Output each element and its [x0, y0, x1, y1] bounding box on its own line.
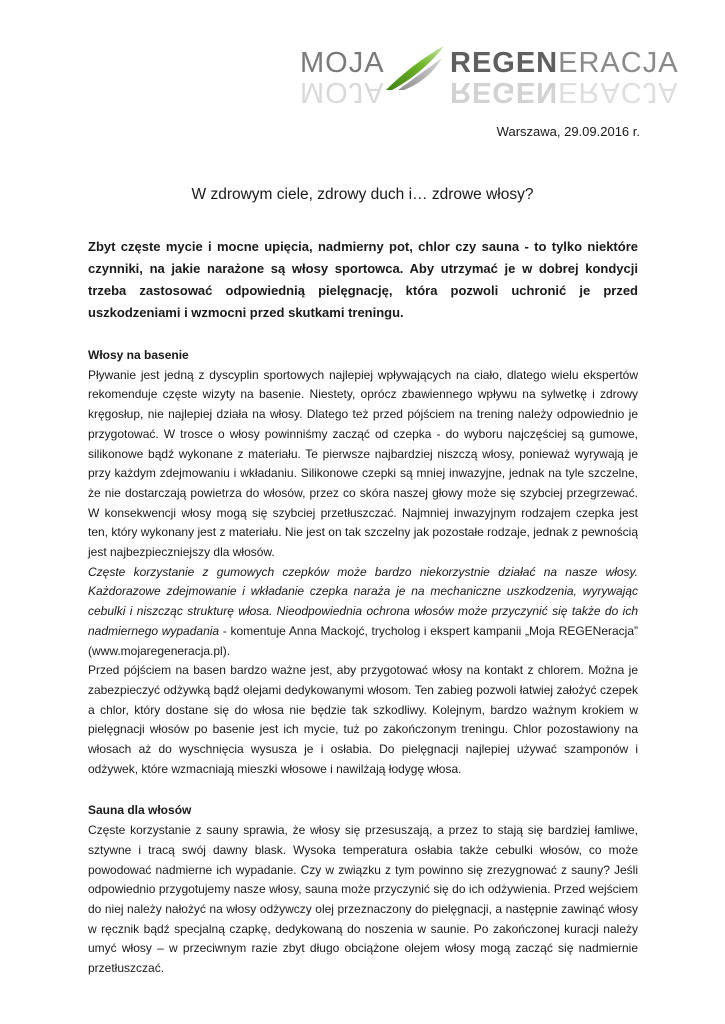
- logo-reflection: [300, 76, 679, 111]
- section-spacer: [88, 779, 638, 801]
- expert-quote: Częste korzystanie z gumowych czepków może bardzo niekorzystnie działać na nasze włosy. Każdorazowe zdejmowanie i wkładanie czepka naraża je na mechaniczne uszkodzenia, wyrywając cebulki i niszcząc strukturę włosa. Nieodpowiednia ochrona włosów może przyczynić się także do ich nadmiernego wypadania: [88, 564, 638, 638]
- section-heading-basen: Włosy na basenie: [88, 348, 189, 362]
- logo-word-eracja: ERACJA: [558, 47, 679, 79]
- logo-reflection-regeneracja: [450, 77, 679, 107]
- paragraph-basen-2: Przed pójściem na basen bardzo ważne jest, aby przygotować włosy na kontakt z chlorem. Można je zabezpieczyć odżywką bądź olejami dedykowanymi włosom. Ten zabieg pozwoli łatwiej założyć czepek a chlor, który dostane się do włosa nie będzie tak szkodliwy. Kolejnym, bardzo ważnym krokiem w pielęgnacji włosów po basenie jest ich mycie, tuż po zakończonym treningu. Chlor pozostawiony na włosach aż do wyschnięcia wysusza je i osłabia. Do pielęgnacji najlepiej używać szamponów i odżywek, które wzmacniają mieszki włosowe i nawilżają łodygę włosa.: [88, 663, 638, 776]
- logo-main: [300, 44, 679, 79]
- logo-word-regeneracja: [450, 48, 679, 78]
- paragraph-basen-1: Pływanie jest jedną z dyscyplin sportowych najlepiej wpływających na ciało, dlatego wielu ekspertów rekomenduje częste wizyty na basenie. Niestety, oprócz zbawiennego wpływu na sylwetkę i zdrowy kręgosłup, nie najlepiej działa na włosy. Dlatego też przed pójściem na trening należy odpowiednio je przygotować. W trosce o włosy powinniśmy zacząć od czepka - do wyboru najczęściej są gumowe, silikonowe bądź wykonane z materiału. Te pierwsze najbardziej niszczą włosy, ponieważ wyrywają je przy każdym zdejmowaniu i wkładaniu. Silikonowe czepki są mniej inwazyjne, jednak na tyle szczelne, że nie dostarczają powietrza do włosów, przez co skóra naszej głowy może się szybciej przegrzewać. W konsekwencji włosy mogą się szybciej przetłuszczać. Najmniej inwazyjnym rodzajem czepka jest ten, który wykonany jest z materiału. Nie jest on tak szczelny jak pozostałe rodzaje, jednak z pewnością jest najbezpieczniejszy dla włosów.: [88, 367, 638, 560]
- logo-reflection-eracja: ERACJA: [558, 76, 679, 108]
- document-title: W zdrowym ciele, zdrowy duch i… zdrowe włosy?: [191, 186, 534, 203]
- logo-reflection-regen: REGEN: [450, 76, 559, 108]
- logo-word-moja: MOJA: [300, 47, 385, 79]
- lead-paragraph: Zbyt częste mycie i mocne upięcia, nadmierny pot, chlor czy sauna - to tylko niektóre czynniki, na jakie narażone są włosy sportowca. Aby utrzymać je w dobrej kondycji trzeba zastosować odpowiednią pielęgnację, która pozwoli uchronić je przed uszkodzeniami i wzmocni przed skutkami treningu.: [88, 239, 638, 320]
- document-body: [88, 236, 638, 979]
- paragraph-sauna-1: Częste korzystanie z sauny sprawia, że włosy się przesuszają, a przez to stają się bardziej łamliwe, sztywne i tracą swój dawny blask. Wysoka temperatura osłabia także cebulki włosów, co może powodować nadmierne ich wypadanie. Czy w związku z tym powinno się zrezygnować z sauny? Jeśli odpowiednio przygotujemy nasze włosy, sauna może przyczynić się do ich odżywienia. Przed wejściem do niej należy nałożyć na włosy odżywczy olej przeznaczony do pielęgnacji, a następnie zawinąć włosy w ręcznik bądź specjalną czapkę, dedykowaną do noszenia w saunie. Po zakończonej kuracji należy umyć włosy – w przeciwnym razie zbyt długo obciążone olejem włosy mogą zacząć się nadmiernie przetłuszczać.: [88, 823, 638, 976]
- section-heading-sauna: Sauna dla włosów: [88, 803, 192, 818]
- brand-logo: [300, 44, 679, 108]
- paragraph-basen-quote: [88, 563, 638, 662]
- logo-reflection-moja: MOJA: [300, 76, 385, 108]
- quote-attribution: - komentuje Anna Mackojć, trycholog i ekspert kampanii „Moja REGENeracja” (www.mojaregeneracja.pl).: [88, 623, 639, 658]
- document-date: Warszawa, 29.09.2016 r.: [496, 124, 640, 139]
- logo-word-regen: REGEN: [450, 47, 559, 79]
